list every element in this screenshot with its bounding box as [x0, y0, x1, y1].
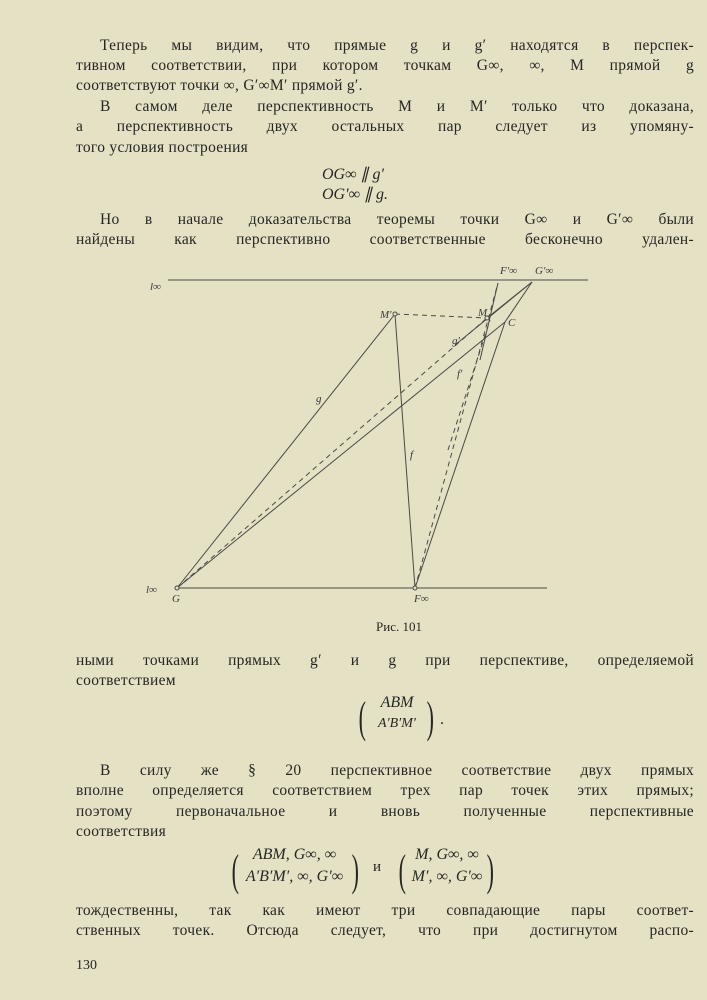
text-line: ственных точек. Отсюда следует, что при достигнутом распо- — [76, 922, 694, 939]
point-F-bottom — [413, 586, 417, 590]
text-line: тождественны, так как имеют три совпадающие пары соответ- — [76, 902, 694, 919]
conjunction: и — [373, 859, 382, 875]
formula-line: OG∞ ∥ g′ — [322, 166, 385, 183]
dashed-M-prime-to-M — [395, 314, 487, 318]
dashed-G-to-M — [177, 318, 487, 588]
text-line: тивном соответствии, при котором точкам G∞, ∞, M прямой g — [76, 57, 694, 74]
text-line: ными точками прямых g′ и g при перспективе, определяемой — [76, 652, 694, 669]
label-G: G — [172, 593, 180, 605]
label-g-prime: g′ — [452, 335, 460, 347]
text-line: Теперь мы видим, что прямые g и g′ находятся в перспек- — [100, 37, 694, 54]
text-line: соответствия — [76, 823, 167, 840]
text-line: того условия построения — [76, 139, 249, 156]
text-line: найдены как перспективно соответственные бесконечно удален- — [76, 231, 694, 248]
paren-left: ( — [231, 846, 239, 895]
text-line: Но в начале доказательства теоремы точки G∞ и G′∞ были — [100, 211, 694, 228]
paren-right: ) — [351, 846, 359, 895]
text-line: В силу же § 20 перспективное соответствие двух прямых — [100, 762, 694, 779]
matrix-row: A′B′M′, ∞, G′∞ — [245, 868, 344, 885]
point-G — [175, 586, 179, 590]
paren-right: ) — [486, 846, 494, 895]
text-line: соответствуют точки ∞, G′∞M′ прямой g′. — [76, 77, 363, 94]
point-M-prime — [393, 312, 397, 316]
formula-line: OG′∞ ∥ g. — [322, 186, 389, 203]
label-f-prime: f′ — [457, 368, 463, 380]
line-F-to-C — [415, 322, 505, 588]
matrix-row: A′B′M′ — [378, 716, 416, 731]
matrix-row: ABM, G∞, ∞ — [252, 846, 337, 863]
text-line: а перспективность двух остальных пар следует из упомяну- — [76, 118, 694, 135]
paren-right: ) — [426, 693, 434, 742]
matrix-row: M′, ∞, G′∞ — [411, 868, 483, 885]
text-line: вполне определяется соответствием трех пар точек этих прямых; — [76, 782, 694, 799]
text-line: поэтому первоначальное и вновь полученные перспективные — [76, 803, 694, 820]
label-g: g — [316, 393, 322, 405]
figure-caption: Рис. 101 — [376, 619, 422, 634]
paren-left: ( — [398, 846, 406, 895]
matrix-row: M, G∞, ∞ — [415, 846, 479, 863]
label-C: C — [508, 317, 516, 329]
line-g-to-C — [177, 322, 505, 588]
label-M-prime: M′ — [380, 309, 392, 321]
label-F-bottom: F∞ — [414, 593, 429, 605]
label-l-bottom: l∞ — [146, 584, 157, 596]
dashed-F-to-Ftop — [415, 283, 498, 588]
label-M: M — [478, 307, 488, 319]
matrix-row: ABM — [380, 694, 414, 711]
label-f: f — [410, 449, 414, 461]
paren-left: ( — [358, 693, 366, 742]
text-line: В самом деле перспективность M и M′ только что доказана, — [100, 98, 694, 115]
label-G-top: G′∞ — [535, 265, 554, 277]
page-number: 130 — [76, 958, 97, 973]
label-l-top: l∞ — [150, 281, 161, 293]
label-F-top: F′∞ — [500, 265, 517, 277]
line-g — [177, 314, 395, 588]
period: . — [440, 711, 444, 728]
text-line: соответствием — [76, 672, 176, 689]
line-C-to-Gtop — [505, 282, 532, 322]
